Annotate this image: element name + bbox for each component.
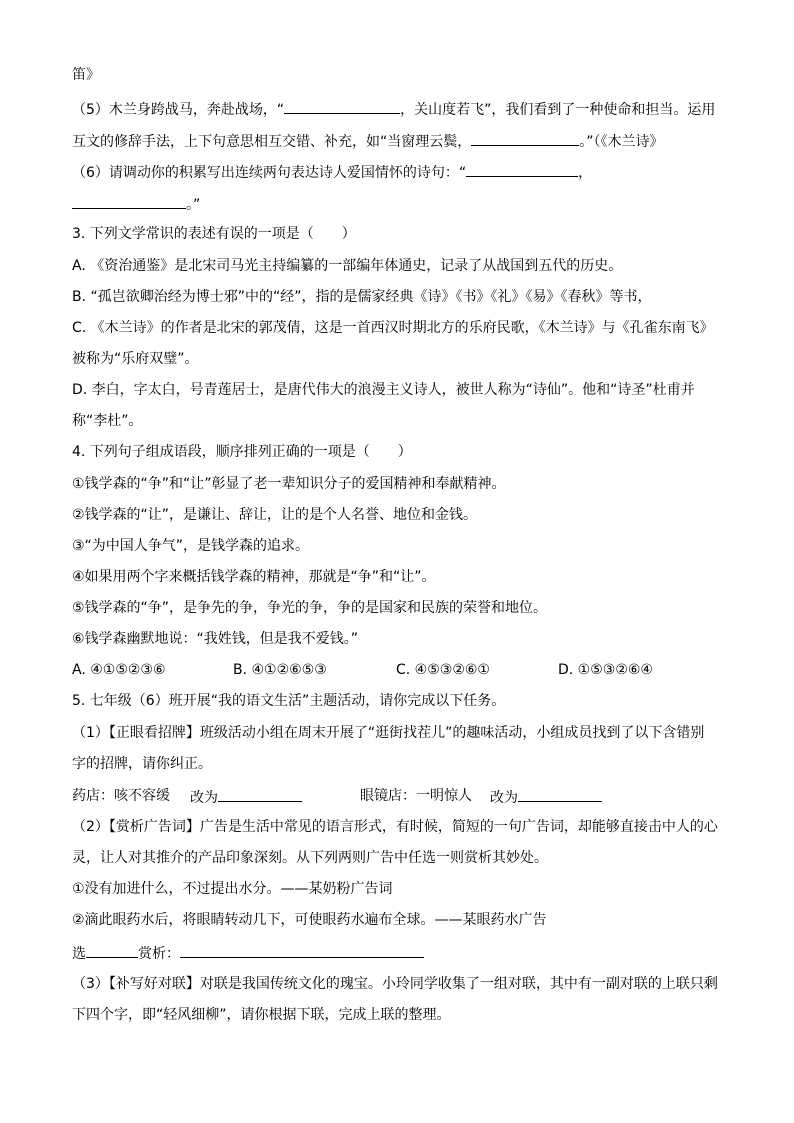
option-b [72, 288, 652, 306]
question-3-stem [72, 225, 356, 243]
text-line [72, 755, 212, 773]
answer-blank[interactable] [180, 943, 424, 958]
line-text: （3）【补写好对联】对联是我国传统文化的瑰宝。小玲同学收集了一组对联，其中有一副对联的上联只剩 [72, 976, 718, 992]
answer-blank[interactable] [86, 943, 138, 958]
line-text: ，关山度若飞”，我们看到了一种使命和担当。运用 [400, 102, 716, 118]
line-text: A. 《资治通鉴》是北宋司马光主持编纂的一部编年体通史，记录了从战国到五代的历史。 [72, 258, 623, 274]
line-text: ⑤钱学森的“争”，是争先的争，争光的争，争的是国家和民族的荣誉和地位。 [72, 600, 548, 616]
line-text: ③“为中国人争气”，是钱学森的追求。 [72, 538, 310, 554]
line-text: 改为 [490, 790, 518, 806]
answer-blank[interactable] [72, 194, 186, 209]
sentence-2 [72, 506, 477, 524]
correction-1 [190, 787, 302, 807]
line-text: ， [578, 165, 593, 181]
line-text: ①钱学森的“争”和“让”彰显了老一辈知识分子的爱国精神和奉献精神。 [72, 476, 506, 492]
line-text: ②滴此眼药水后，将眼睛转动几下，可使眼药水遍布全球。——某眼药水广告 [72, 912, 547, 928]
answer-blank[interactable] [466, 162, 578, 177]
line-text: （1）【正眼看招牌】班级活动小组在周末开展了“逛街找茬儿”的趣味活动，小组成员找到了以下含错别 [72, 725, 705, 741]
line-text: 选 [72, 946, 86, 962]
option-c [396, 661, 490, 679]
answer-blank[interactable] [471, 131, 579, 146]
sentence-5 [72, 599, 547, 617]
text-line [72, 66, 100, 84]
text-line [72, 350, 199, 368]
option-c [72, 319, 714, 337]
line-text: 下四个字，即“轻风细柳”，请你根据下联，完成上联的整理。 [72, 1007, 451, 1023]
text-line [72, 849, 548, 867]
line-text: 。” [186, 197, 201, 213]
line-text: ⑥钱学森幽默地说：“我姓钱，但是我不爱钱。” [72, 631, 359, 647]
sign-1 [72, 787, 170, 805]
option-a [72, 661, 166, 679]
option-text: B. ④①②⑥⑤③ [233, 662, 327, 678]
text-line [72, 1006, 451, 1024]
line-text: ④如果用两个字来概括钱学森的精神，那就是“争”和“让”。 [72, 569, 436, 585]
question-5-5 [72, 99, 715, 119]
text-line [72, 131, 664, 151]
line-text: C. 《木兰诗》的作者是北宋的郭茂倩，这是一首西汉时期北方的乐府民歌，《木兰诗》与《孔雀东南飞》 [72, 320, 714, 336]
part-1 [72, 724, 704, 742]
question-5-stem [72, 692, 505, 710]
line-text: 互文的修辞手法，上下句意思相互交错、补充，如“当窗理云鬓， [72, 134, 472, 150]
option-d [72, 381, 695, 399]
sign-2 [360, 787, 472, 805]
sentence-3 [72, 537, 309, 555]
text-line [72, 412, 143, 430]
line-text: （5）木兰身跨战马，奔赴战场，“ [72, 102, 285, 118]
sentence-6 [72, 630, 358, 648]
line-text: 字的招牌，请你纠正。 [72, 756, 212, 772]
line-text: 称“李杜”。 [72, 413, 143, 429]
option-d [558, 661, 653, 679]
correction-2 [490, 787, 602, 807]
ad-2 [72, 911, 547, 929]
question-4-stem [72, 443, 412, 461]
line-text: 眼镜店：一明惊人 [360, 788, 472, 804]
line-text: 3. 下列文学常识的表述有误的一项是（ ） [72, 226, 356, 242]
answer-blank[interactable] [284, 99, 400, 114]
answer-blank[interactable] [218, 787, 302, 802]
sentence-4 [72, 568, 436, 586]
line-text: 笛》 [72, 67, 100, 83]
line-text: 被称为“乐府双璧”。 [72, 351, 199, 367]
line-text: 药店：咳不容缓 [72, 788, 170, 804]
answer-blank[interactable] [518, 787, 602, 802]
text-line [72, 194, 200, 214]
sentence-1 [72, 475, 506, 493]
line-text: B. “孤岂欲卿治经为博士邪”中的“经”，指的是儒家经典《诗》《书》《礼》《易》《春秋》等书， [72, 289, 652, 305]
line-text: 4. 下列句子组成语段，顺序排列正确的一项是（ ） [72, 444, 412, 460]
answer-line [72, 943, 424, 963]
line-text: ②钱学森的“让”，是谦让、辞让，让的是个人名誉、地位和金钱。 [72, 507, 478, 523]
question-6 [72, 162, 592, 182]
line-text: ①没有加进什么，不过提出水分。——某奶粉广告词 [72, 881, 393, 897]
option-b [233, 661, 327, 679]
part-3 [72, 975, 718, 993]
line-text: 灵，让人对其推介的产品印象深刻。从下列两则广告中任选一则赏析其妙处。 [72, 850, 548, 866]
line-text: 。”（《木兰诗》 [579, 134, 664, 150]
part-2 [72, 818, 718, 836]
line-text: （2）【赏析广告词】广告是生活中常见的语言形式，有时候，简短的一句广告词，却能够直接击中人的心 [72, 819, 718, 835]
option-text: A. ④①⑤②③⑥ [72, 662, 166, 678]
line-text: 赏析： [138, 946, 180, 962]
option-a [72, 257, 622, 275]
line-text: 5. 七年级（6）班开展“我的语文生活”主题活动，请你完成以下任务。 [72, 693, 506, 709]
line-text: （6）请调动你的积累写出连续两句表达诗人爱国情怀的诗句：“ [72, 165, 467, 181]
line-text: D. 李白，字太白，号青莲居士，是唐代伟大的浪漫主义诗人，被世人称为“诗仙”。他和“诗圣”杜甫并 [72, 382, 695, 398]
line-text: 改为 [190, 790, 218, 806]
option-text: D. ①⑤③②⑥④ [558, 662, 653, 678]
ad-1 [72, 880, 393, 898]
option-text: C. ④⑤③②⑥① [396, 662, 490, 678]
